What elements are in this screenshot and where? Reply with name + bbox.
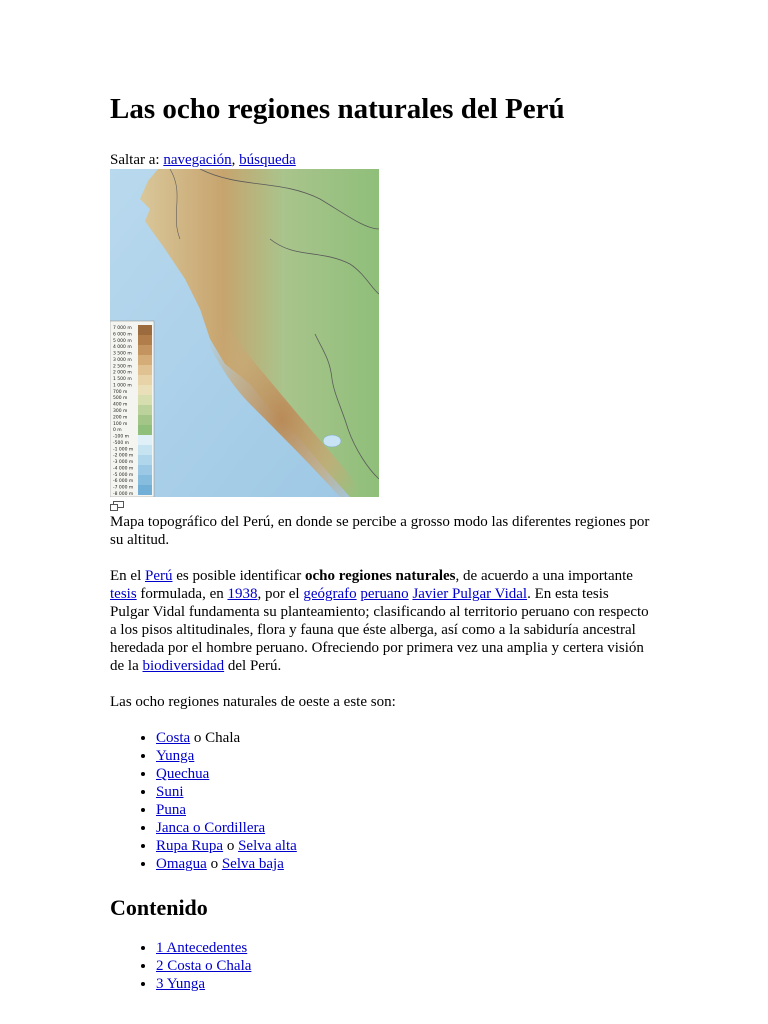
legend-label: 300 m [113,409,128,414]
legend-label: 1 500 m [113,377,132,383]
list-item [156,729,650,747]
search-link[interactable]: búsqueda [239,152,296,168]
region-link[interactable]: Suni [156,784,184,800]
enlarge-icon[interactable] [110,501,124,511]
bold-ocho-regiones: ocho regiones naturales [304,568,456,584]
toc-item [156,939,650,957]
geografo-link[interactable]: geógrafo [303,586,357,602]
legend-label: 2 500 m [113,364,132,370]
list-item [156,765,650,783]
legend-label: 200 m [113,415,128,421]
legend-label: -5 000 m [113,472,134,478]
topographic-map-figure[interactable] [110,169,379,497]
legend-label: -3 000 m [113,460,134,466]
list-item [156,855,650,873]
toc-item [156,975,650,993]
region-link[interactable]: Puna [156,802,186,818]
legend-label: 0 m [113,428,122,434]
navigation-link[interactable]: navegación [163,152,232,168]
region-link[interactable]: Selva alta [238,838,297,854]
page-title: Las ocho regiones naturales del Perú [110,93,565,125]
peru-link[interactable]: Perú [145,568,173,584]
toc-heading: Contenido [110,895,208,920]
text: o [223,838,239,854]
toc-link[interactable]: 3 Yunga [156,976,206,992]
legend-label: -7 000 m [113,485,134,491]
toc-list [110,939,650,993]
region-link[interactable]: Quechua [156,766,210,782]
javier-pulgar-vidal-link[interactable]: Javier Pulgar Vidal [412,586,528,602]
text: o [206,856,222,872]
legend-label: -8 000 m [113,492,134,497]
legend-label: 7 000 m [113,326,132,331]
legend-label: 4 000 m [113,345,132,351]
toc-link[interactable]: 1 Antecedentes [156,940,248,956]
list-item [156,801,650,819]
text: formulada, en [136,586,228,602]
legend-label: 700 m [113,389,128,395]
biodiversidad-link[interactable]: biodiversidad [142,658,225,674]
regions-intro: Las ocho regiones naturales de oeste a este son: [110,694,396,710]
region-link[interactable]: Costa [156,730,191,746]
regions-list [110,729,650,873]
intro-paragraph [110,567,650,675]
legend-label: 2 000 m [113,370,132,376]
jump-links [110,151,650,169]
region-link[interactable]: Janca o Cordillera [156,820,266,836]
region-link[interactable]: Omagua [156,856,207,872]
text: es posible identificar [172,568,305,584]
list-item [156,783,650,801]
peruano-link[interactable]: peruano [360,586,409,602]
region-link[interactable]: Yunga [156,748,195,764]
peru-topographic-map[interactable] [110,169,379,497]
jump-separator: , [231,152,240,168]
legend-label: 100 m [113,421,128,427]
toc-item [156,957,650,975]
region-link[interactable]: Rupa Rupa [156,838,224,854]
legend-label: -500 m [113,440,130,446]
text: , de acuerdo a una importante [455,568,633,584]
text: , por el [257,586,304,602]
text: . En esta tesis Pulgar Vidal fundamenta su planteamiento; clasificando al territorio peruano con respecto a los pisos altitudinales, flora y fauna que éste alberga, así como a la sabiduría ancestral heredada por el hombre peruano. Ofreciendo por primera vez una amplia y certera visión de la [110,586,649,674]
legend-label: -100 m [113,434,130,440]
text: o Chala [190,730,241,746]
jump-prefix: Saltar a: [110,152,164,168]
list-item [156,837,650,855]
legend-label: 400 m [113,402,128,408]
region-link[interactable]: Selva baja [221,856,284,872]
legend-label: -2 000 m [113,453,134,459]
legend-label: 3 000 m [113,357,132,363]
legend-label: 5 000 m [113,338,132,344]
legend-label: -6 000 m [113,479,134,485]
list-item [156,819,650,837]
tesis-link[interactable]: tesis [110,586,137,602]
text: En el [110,568,145,584]
figure-caption: Mapa topográfico del Perú, en donde se percibe a grosso modo las diferentes regiones por su altitud. [110,514,650,548]
year-1938-link[interactable]: 1938 [227,586,258,602]
legend-label: 3 500 m [113,351,132,357]
toc-link[interactable]: 2 Costa o Chala [156,958,252,974]
article [110,92,650,993]
legend-label: 1 000 m [113,383,132,389]
list-item [156,747,650,765]
legend-label: -4 000 m [113,466,134,472]
legend-label: 6 000 m [113,332,132,338]
text: del Perú. [224,658,282,674]
legend-label: 500 m [113,396,128,402]
legend-label: -1 000 m [113,447,134,453]
